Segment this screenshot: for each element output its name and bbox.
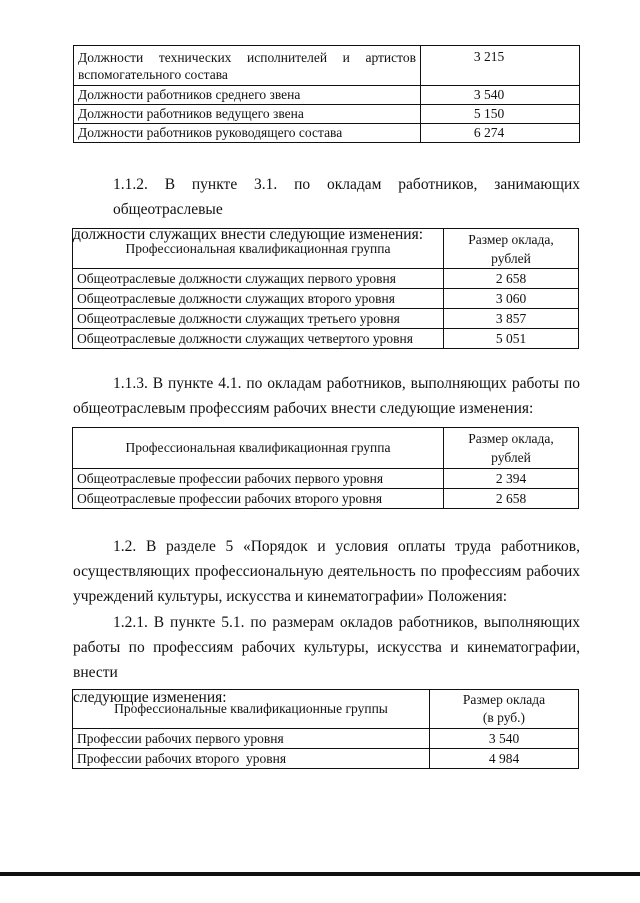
position-name-cell <box>74 46 421 86</box>
table-row <box>74 46 580 86</box>
position-name-cell: Должности работников среднего звена <box>74 86 421 105</box>
salary-value-cell: 3 540 <box>421 86 580 105</box>
group-name-cell: Общеотраслевые профессии рабочих второго уровня <box>73 489 444 509</box>
salary-value-cell: 5 051 <box>444 329 579 349</box>
group-name-cell: Общеотраслевые профессии рабочих первого уровня <box>73 469 444 489</box>
table-row <box>73 289 579 309</box>
paragraph-line: 1.2. В разделе 5 «Порядок и условия оплаты труда работников, <box>113 538 580 555</box>
header-group-cell: Профессиональная квалификационная группа <box>73 229 444 269</box>
table-header-row <box>73 428 579 469</box>
table-row <box>73 309 579 329</box>
table-row <box>73 489 579 509</box>
salary-value-cell: 3 540 <box>430 729 579 749</box>
paragraph-line: 1.1.3. В пункте 4.1. по окладам работников, выполняющих работы по <box>113 375 580 392</box>
cell-text-line: Должности технических исполнителей и артистов <box>78 49 416 65</box>
office-positions-salary-table <box>72 228 579 349</box>
paragraph-1-1-3 <box>73 371 580 421</box>
salary-value-cell: 6 274 <box>421 124 580 143</box>
salary-value-cell: 3 857 <box>444 309 579 329</box>
table-row <box>73 269 579 289</box>
table-row <box>74 86 580 105</box>
paragraph-line: общеотраслевым профессиям рабочих внести следующие изменения: <box>73 400 534 417</box>
paragraph-line: учреждений культуры, искусства и кинематографии» Положения: <box>73 588 508 605</box>
header-text-line: Размер оклада <box>462 692 546 707</box>
table-header-row <box>73 690 579 729</box>
worker-professions-salary-table <box>72 427 579 509</box>
salary-value-cell: 3 215 <box>421 46 580 86</box>
header-text-line: рублей <box>491 250 531 266</box>
cell-text-line: вспомогательного состава <box>78 66 228 82</box>
salary-value-cell: 3 060 <box>444 289 579 309</box>
position-name-cell: Должности работников руководящего состава <box>74 124 421 143</box>
table-row <box>73 329 579 349</box>
header-text-line: (в руб.) <box>482 710 526 725</box>
header-group-cell: Профессиональная квалификационная группа <box>73 428 444 469</box>
culture-workers-salary-table <box>72 689 579 769</box>
paragraph-line: работы по профессиям рабочих культуры, искусства и кинематографии, внести <box>73 639 580 681</box>
group-name-cell: Профессии рабочих второго уровня <box>73 749 430 769</box>
salary-value-cell: 5 150 <box>421 105 580 124</box>
table-row <box>73 469 579 489</box>
paragraph-line: 1.2.1. В пункте 5.1. по размерам окладов работников, выполняющих <box>113 614 580 631</box>
paragraph-line: осуществляющих профессиональную деятельность по профессиям рабочих <box>73 563 580 580</box>
header-salary-cell <box>430 690 579 729</box>
header-text-line: Размер оклада, <box>468 231 554 247</box>
table-row <box>73 729 579 749</box>
header-salary-cell <box>444 428 579 469</box>
table-row <box>73 749 579 769</box>
header-salary-cell <box>444 229 579 269</box>
group-name-cell: Общеотраслевые должности служащих первого уровня <box>73 269 444 289</box>
paragraph-1-2 <box>73 534 580 609</box>
salary-value-cell: 2 658 <box>444 489 579 509</box>
header-text-line: Размер оклада, <box>468 431 554 446</box>
footer-rule <box>0 872 640 876</box>
group-name-cell: Профессии рабочих первого уровня <box>73 729 430 749</box>
table-header-row <box>73 229 579 269</box>
group-name-cell: Общеотраслевые должности служащих третьего уровня <box>73 309 444 329</box>
salary-value-cell: 2 658 <box>444 269 579 289</box>
position-name-cell: Должности работников ведущего звена <box>74 105 421 124</box>
group-name-cell: Общеотраслевые должности служащих четвертого уровня <box>73 329 444 349</box>
header-text-line: рублей <box>491 450 531 465</box>
paragraph-line: 1.1.2. В пункте 3.1. по окладам работников, занимающих общеотраслевые <box>113 176 580 218</box>
table-row <box>74 105 580 124</box>
header-group-cell: Профессиональные квалификационные группы <box>73 690 430 729</box>
group-name-cell: Общеотраслевые должности служащих второго уровня <box>73 289 444 309</box>
paragraph-line: следующие изменения: <box>73 689 227 706</box>
paragraph-line: должности служащих внести следующие изменения: <box>73 226 424 243</box>
salary-value-cell: 2 394 <box>444 469 579 489</box>
salary-value-cell: 4 984 <box>430 749 579 769</box>
positions-salary-table-continued <box>73 45 580 143</box>
table-row <box>74 124 580 143</box>
